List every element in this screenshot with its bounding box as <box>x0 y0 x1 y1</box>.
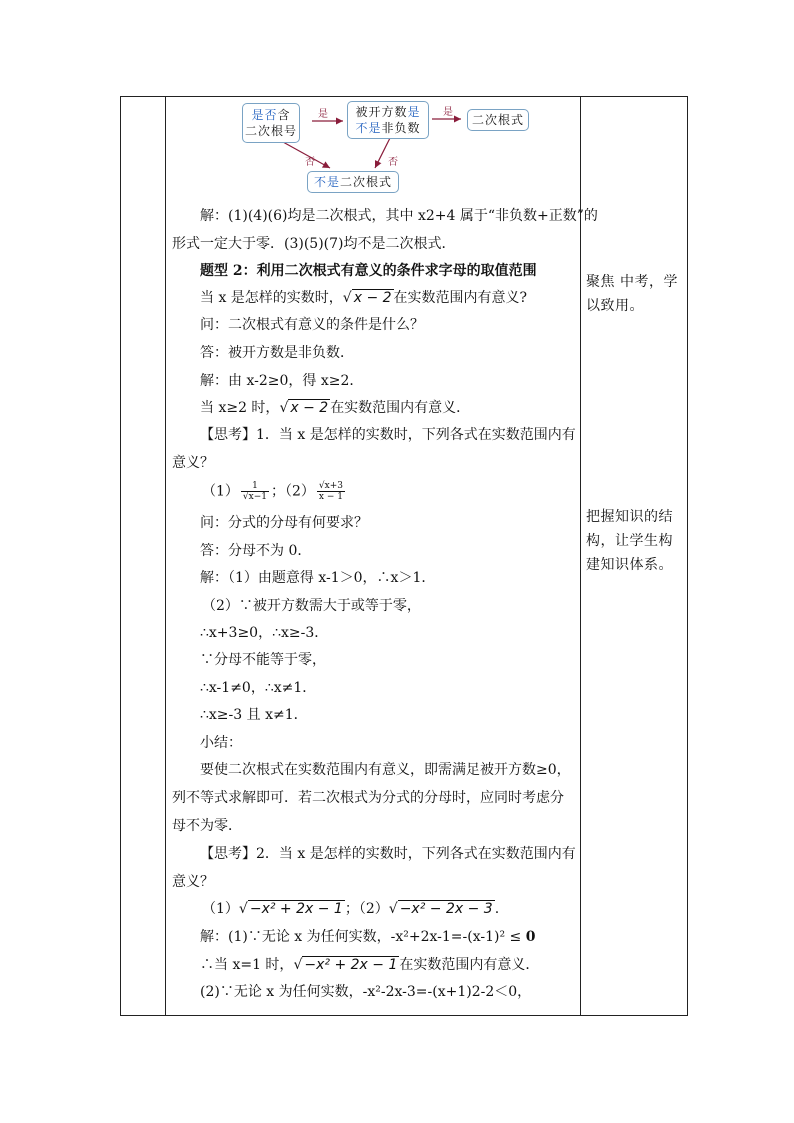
section-heading: 题型 2：利用二次根式有意义的条件求字母的取值范围 <box>200 263 537 279</box>
text-line: ∴x+3≥0，∴x≥-3． <box>200 625 329 641</box>
text-line: 意义？ <box>172 455 214 471</box>
text-line: ∴x-1≠0，∴x≠1． <box>200 680 317 696</box>
text-line: 解：(1)(4)(6)均是二次根式，其中 x2+4 属于“非负数+正数”的 <box>200 208 598 224</box>
text-line: ∴当 x=1 时，√ −x² + 2x − 1 在实数范围内有意义． <box>200 957 540 973</box>
no-label-2: 否 <box>388 157 398 168</box>
text-line: 当 x≥2 时，√ x − 2 在实数范围内有意义． <box>200 400 471 416</box>
text-line: 问：二次根式有意义的条件是什么？ <box>200 317 424 333</box>
text-line: 解：(1)∵无论 x 为任何实数，-x²+2x-1=-(x-1)² ≤ 0 <box>200 929 536 945</box>
text-line: 解：（1）由题意得 x-1＞0，∴x＞1． <box>200 570 436 586</box>
fraction: $\frac{√x+3}{x - 1}$ <box>318 481 343 502</box>
flow-box-radicand-check: 被开方数是 不是非负数 <box>347 101 429 139</box>
text-line: 答：分母不为 0． <box>200 543 312 559</box>
flow-box-has-radical: 是否含 二次根号 <box>242 103 300 143</box>
text-line: ∴x≥-3 且 x≠1． <box>200 707 308 723</box>
text-line: 意义？ <box>172 874 214 890</box>
text-line: （2）∵被开方数需大于或等于零， <box>202 598 421 614</box>
side-note-1: 聚焦 中考，学以致用。 <box>586 274 678 314</box>
fraction: $\frac{1}{√x-1}$ <box>242 481 267 502</box>
no-label-1: 否 <box>305 157 315 168</box>
text-line: 小结： <box>200 735 242 751</box>
flow-box-not-radical: 不是二次根式 <box>307 171 399 193</box>
yes-label-1: 是 <box>318 109 328 120</box>
yes-label-2: 是 <box>443 107 453 118</box>
text-line: 当 x 是怎样的实数时，√ x − 2 在实数范围内有意义? <box>200 290 528 306</box>
text-line: （1） $\frac{1}{√x-1}$ ；（2） $\frac{√x+3}{x - 1}$ <box>202 481 343 502</box>
text-line: 【思考】1．当 x 是怎样的实数时，下列各式在实数范围内有 <box>200 427 576 443</box>
column-divider-2 <box>580 96 581 1016</box>
radical-expression: √ −x² + 2x − 1 <box>293 957 398 973</box>
radical-expression: √ x − 2 <box>342 290 392 306</box>
text-line: (2)∵无论 x 为任何实数，-x²-2x-3=-(x+1)2-2＜0， <box>200 984 532 1000</box>
side-note-2: 把握知识的结构，让学生构建知识体系。 <box>586 509 673 573</box>
text-line: （1）√ −x² + 2x − 1 ；（2）√ −x² − 2x − 3 . <box>202 901 500 917</box>
text-line: 形式一定大于零．(3)(5)(7)均不是二次根式． <box>172 236 456 252</box>
radical-expression: √ −x² + 2x − 1 <box>238 901 343 917</box>
text-line: 列不等式求解即可．若二次根式为分式的分母时，应同时考虑分 <box>172 790 564 806</box>
text-line: 要使二次根式在实数范围内有意义，即需满足被开方数≥0， <box>200 762 571 778</box>
flowchart-arrows <box>0 0 794 200</box>
text-line: 答：被开方数是非负数． <box>200 345 354 361</box>
radical-expression: √ −x² − 2x − 3 <box>388 901 493 917</box>
text-line: 问：分式的分母有何要求？ <box>200 515 368 531</box>
text-line: 解：由 x-2≥0，得 x≥2． <box>200 373 364 389</box>
column-divider-1 <box>165 96 166 1016</box>
text-line: 母不为零． <box>172 818 242 834</box>
text-line: 【思考】2．当 x 是怎样的实数时，下列各式在实数范围内有 <box>200 846 576 862</box>
flow-box-is-radical: 二次根式 <box>467 109 529 131</box>
radical-expression: √ x − 2 <box>279 400 329 416</box>
text-line: ∵分母不能等于零， <box>200 652 326 668</box>
